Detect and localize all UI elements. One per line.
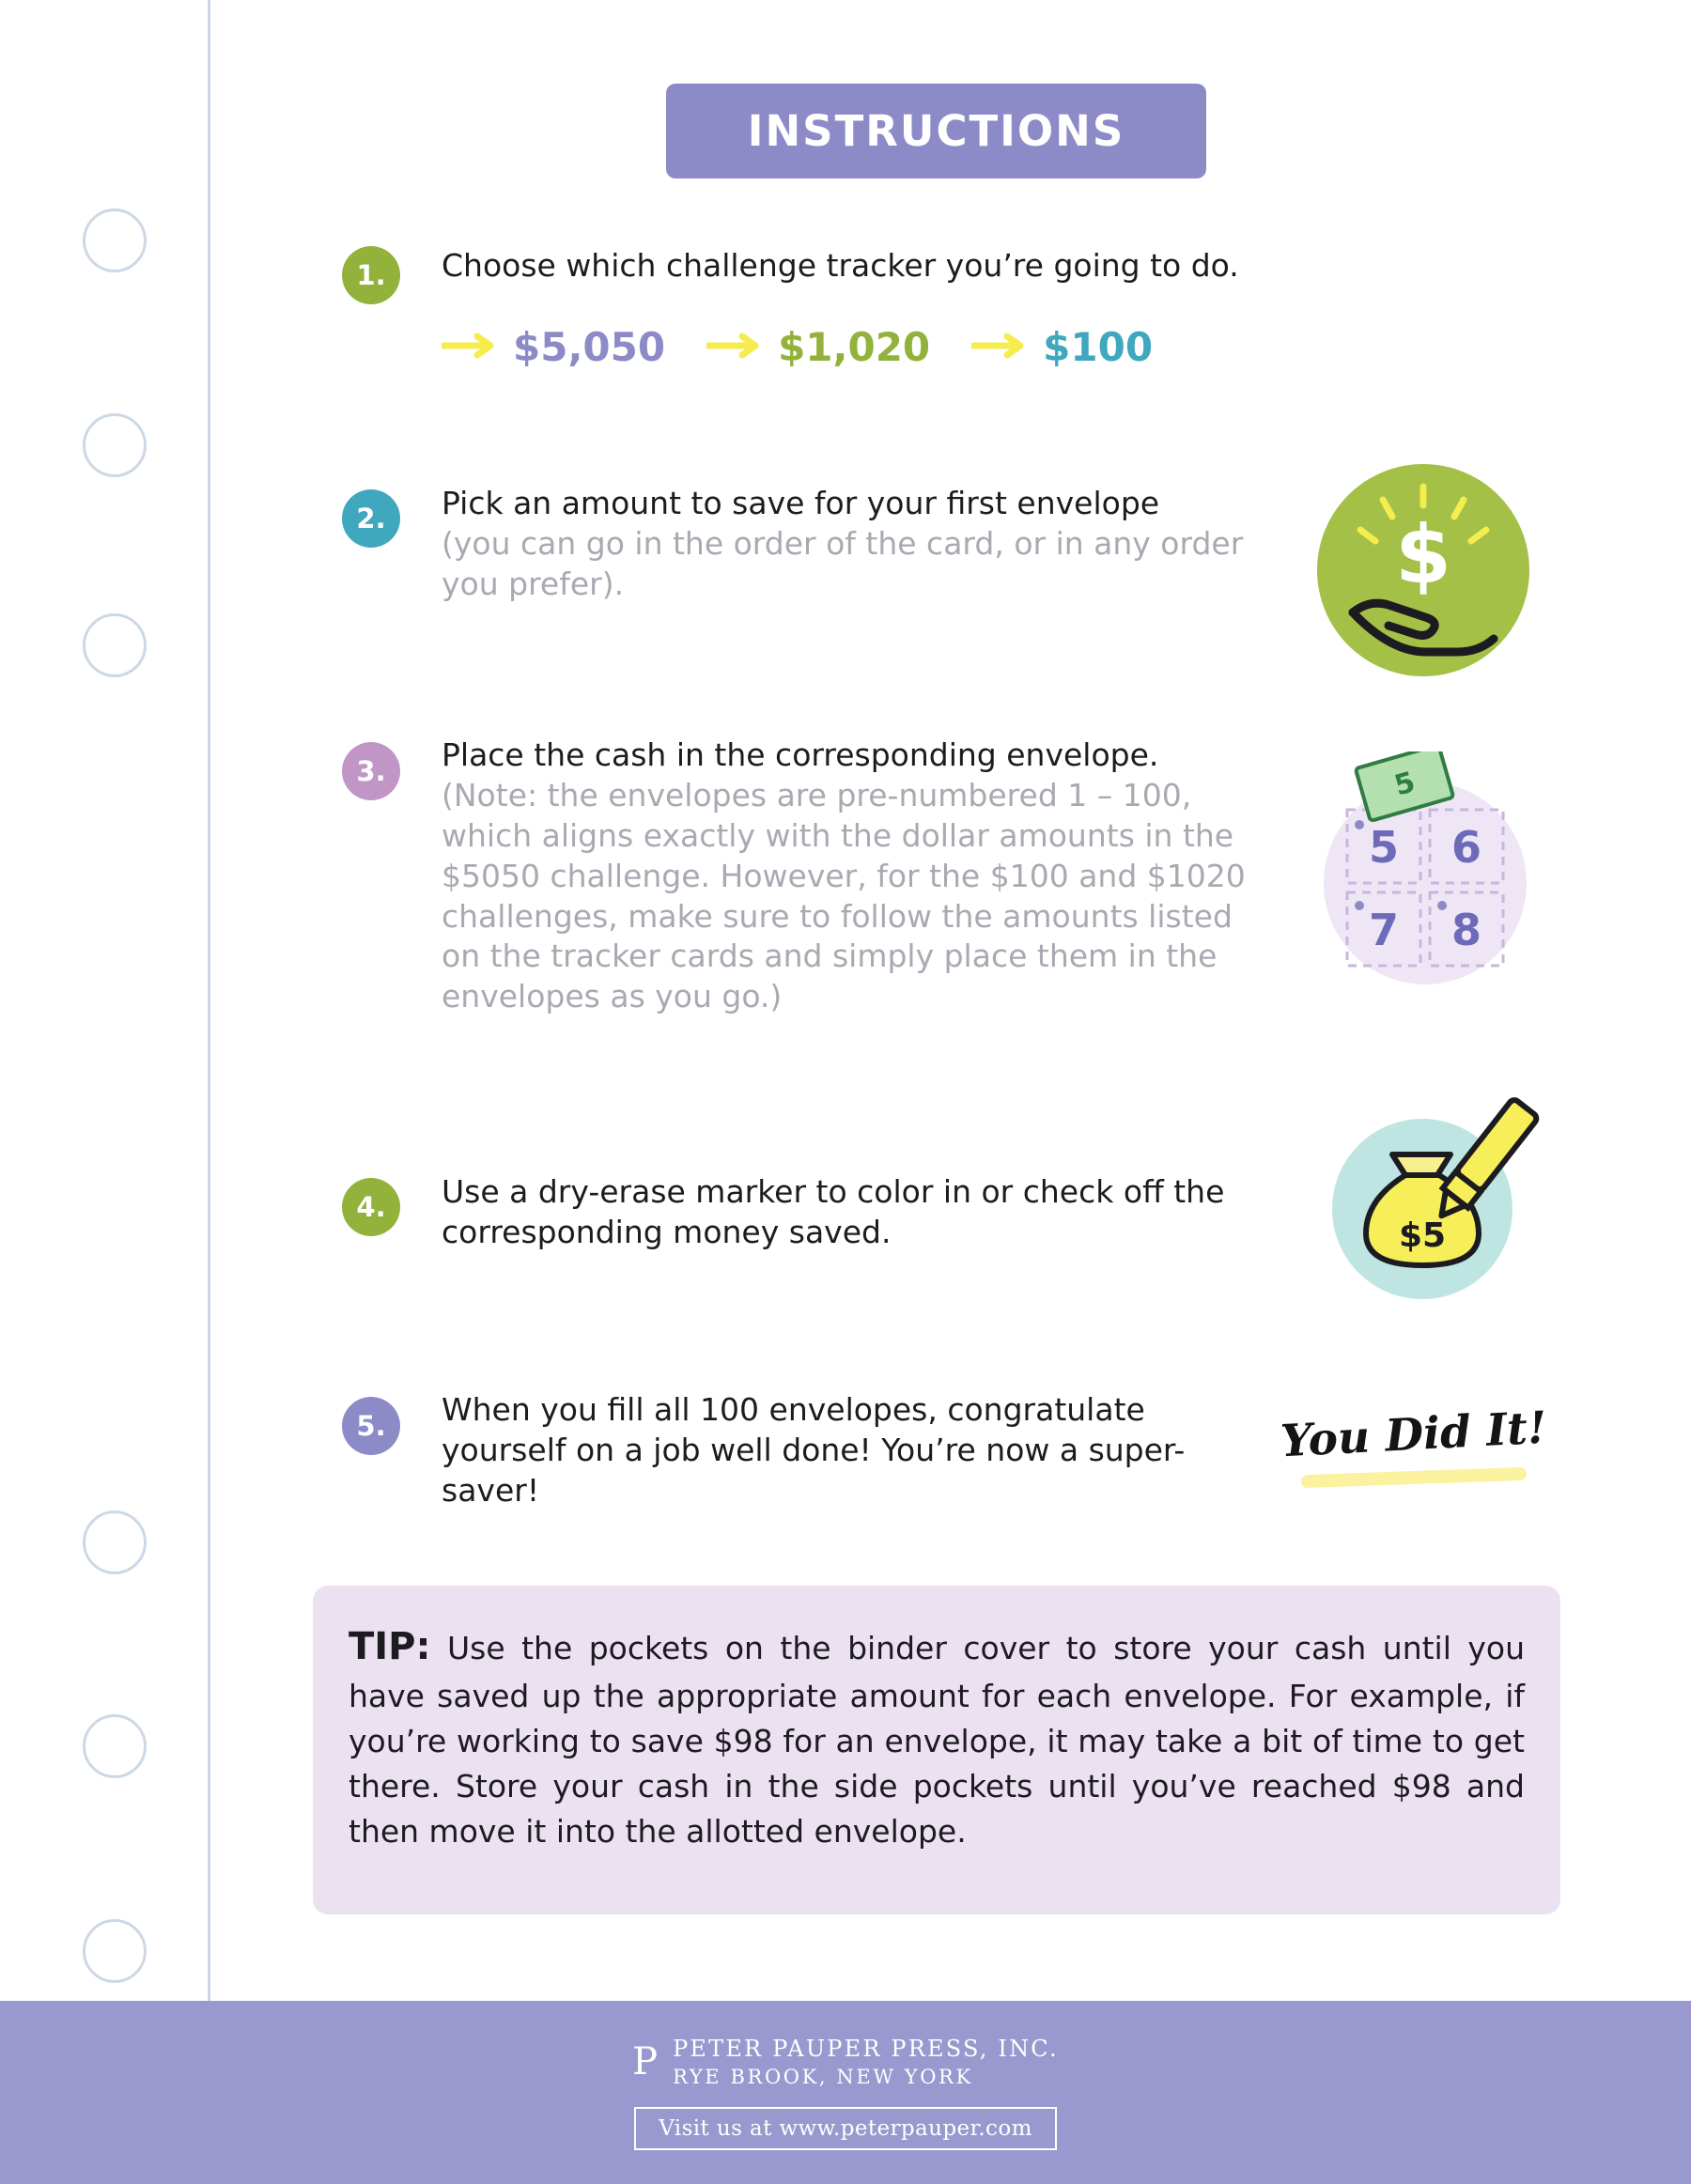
step-badge-1: [342, 246, 400, 304]
binder-hole: [83, 1919, 147, 1983]
binder-hole: [83, 613, 147, 677]
binder-hole: [83, 413, 147, 477]
challenge-amount-5050[interactable]: [442, 324, 665, 370]
publisher-monogram-icon: P: [632, 2039, 659, 2083]
arrow-icon: [971, 333, 1030, 363]
money-bag-illustration: [1311, 1085, 1546, 1324]
envelope-number: 8: [1451, 905, 1482, 955]
envelope-number: 7: [1368, 905, 1400, 955]
hand-dollar-illustration: [1315, 462, 1531, 682]
page-footer: [0, 2001, 1691, 2184]
publisher-name: PETER PAUPER PRESS, INC.: [673, 2035, 1059, 2062]
step-main-text-4: Use a dry-erase marker to color in or check off the corresponding money saved.: [442, 1173, 1225, 1250]
step-badge-5: [342, 1397, 400, 1455]
tip-text: Use the pockets on the binder cover to store your cash until you have saved up the appropriate amount for each envelope. For example, if you’re working to save $98 for an envelope, it may take a bit of time to get there. Store your cash in the side pockets until you’ve reached $98 and then move it into the allotted envelope.: [349, 1630, 1525, 1850]
step-text-2: [442, 484, 1287, 605]
challenge-amount-100[interactable]: [971, 324, 1153, 370]
step-number-2: 2.: [356, 503, 386, 534]
envelope-number: 6: [1451, 822, 1482, 873]
tip-body: [349, 1619, 1525, 1853]
instructions-banner: [666, 84, 1206, 178]
challenge-amount-list: [442, 324, 1194, 370]
step-number-4: 4.: [356, 1191, 386, 1223]
step-sub-text-3: (Note: the envelopes are pre-numbered 1 – 100, which aligns exactly with the dollar amounts in the $5050 challenge. However, for the $100 and $1020 challenges, make sure to follow the amounts listed on the tracker cards and simply place them in the envelopes as you go.): [442, 776, 1246, 1015]
publisher-city: RYE BROOK, NEW YORK: [673, 2065, 973, 2088]
step-main-text-1: Choose which challenge tracker you’re going to do.: [442, 247, 1239, 284]
envelope-grid-illustration: [1308, 751, 1543, 990]
svg-text:$: $: [1395, 508, 1451, 602]
step-badge-4: [342, 1178, 400, 1236]
step-text-1: [442, 246, 1381, 287]
challenge-amount-label: $5,050: [513, 324, 666, 370]
binder-margin-rule: [208, 0, 210, 2001]
binder-hole: [83, 1714, 147, 1778]
step-number-5: 5.: [356, 1410, 386, 1442]
tip-box: [313, 1586, 1560, 1914]
challenge-amount-1020[interactable]: [706, 324, 930, 370]
money-bag-amount: $5: [1398, 1216, 1447, 1255]
step-number-1: 1.: [356, 259, 386, 291]
step-text-5: [442, 1390, 1259, 1511]
step-badge-3: [342, 742, 400, 800]
page-title: INSTRUCTIONS: [747, 106, 1125, 156]
challenge-amount-label: $1,020: [778, 324, 931, 370]
visit-link-text: Visit us at www.peterpauper.com: [659, 2115, 1032, 2141]
challenge-amount-label: $100: [1043, 324, 1154, 370]
step-text-4: [442, 1172, 1287, 1253]
visit-link-box[interactable]: [634, 2107, 1057, 2150]
step-main-text-5: When you fill all 100 envelopes, congratulate yourself on a job well done! You’re now a super-saver!: [442, 1391, 1186, 1509]
envelope-number: 5: [1368, 822, 1400, 873]
arrow-icon: [706, 333, 765, 363]
svg-text:5: 5: [1390, 766, 1420, 803]
step-main-text-3: Place the cash in the corresponding envelope.: [442, 736, 1159, 773]
step-sub-text-2: (you can go in the order of the card, or in any order you prefer).: [442, 524, 1244, 602]
tip-label: TIP:: [349, 1625, 431, 1668]
arrow-icon: [442, 333, 500, 363]
binder-hole: [83, 209, 147, 272]
step-badge-2: [342, 489, 400, 548]
you-did-it-graphic: [1273, 1402, 1555, 1468]
you-did-it-text: You Did It!: [1279, 1402, 1548, 1468]
highlight-underline: [1301, 1467, 1527, 1488]
publisher-block: [632, 2036, 1059, 2088]
step-main-text-2: Pick an amount to save for your first envelope: [442, 485, 1160, 521]
binder-hole: [83, 1510, 147, 1574]
binder-margin: [0, 0, 209, 2001]
step-text-3: [442, 736, 1278, 1017]
step-number-3: 3.: [356, 755, 386, 787]
